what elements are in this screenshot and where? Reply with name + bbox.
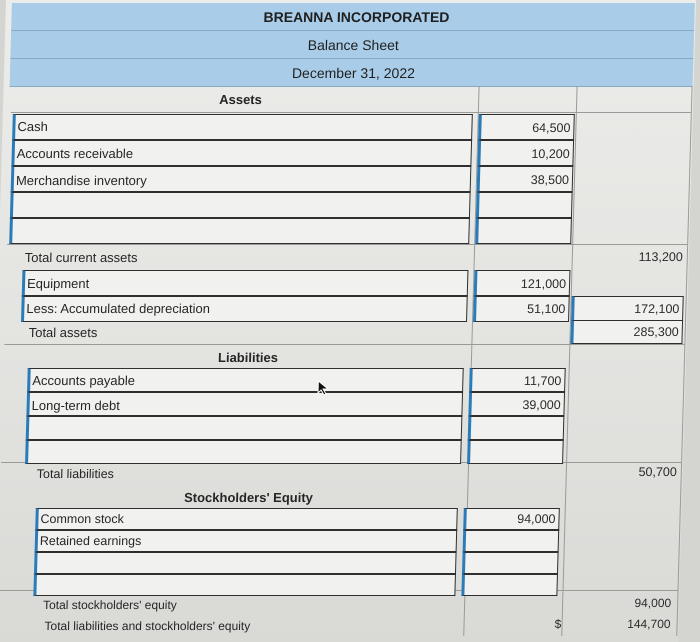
debt-amount-input[interactable]: 39,000	[468, 392, 565, 416]
statement-date: December 31, 2022	[291, 65, 416, 81]
receivable-amount-input[interactable]: 10,200	[477, 140, 574, 166]
equipment-label-input[interactable]: Equipment	[22, 270, 469, 296]
equity-label-input[interactable]: Retained earnings	[35, 530, 458, 552]
header-date-band	[10, 59, 694, 87]
statement-title: Balance Sheet	[307, 37, 400, 53]
liability-amount-input[interactable]	[467, 440, 564, 464]
equity-amount-input[interactable]	[461, 574, 558, 596]
total-equity-label: Total stockholders' equity	[42, 598, 177, 612]
total-equity-value: 94,000	[634, 596, 672, 610]
equity-label-input[interactable]: Common stock	[35, 508, 458, 530]
asset-label-input[interactable]: Accounts receivable	[11, 140, 472, 166]
liability-amount-input[interactable]	[468, 416, 565, 440]
asset-amount-input[interactable]	[476, 192, 573, 218]
retained-earnings-amount-input[interactable]	[463, 530, 560, 552]
liability-label-input[interactable]	[25, 440, 462, 464]
asset-amount-input[interactable]	[475, 218, 572, 244]
payable-amount-input[interactable]: 11,700	[469, 368, 566, 392]
total-liabilities-value: 50,700	[638, 465, 678, 479]
total-current-assets-label: Total current assets	[24, 250, 138, 265]
asset-label-input[interactable]: Merchandise inventory	[11, 166, 472, 192]
liabilities-heading: Liabilities	[217, 350, 279, 365]
grand-total-value: 144,700	[626, 617, 671, 631]
accum-dep-label-input[interactable]: Less: Accumulated depreciation	[21, 296, 468, 322]
common-stock-amount-input[interactable]: 94,000	[463, 508, 560, 530]
total-assets-input[interactable]: 285,300	[570, 320, 683, 344]
total-liabilities-label: Total liabilities	[36, 467, 115, 481]
total-assets-label: Total assets	[28, 325, 98, 340]
total-current-assets-value: 113,200	[638, 250, 684, 264]
equipment-amount-input[interactable]: 121,000	[474, 270, 571, 296]
assets-heading: Assets	[219, 92, 263, 107]
accum-dep-amount-input[interactable]: 51,100	[473, 296, 570, 322]
equity-label-input[interactable]	[34, 552, 457, 574]
net-equipment-input[interactable]: 172,100	[571, 296, 684, 322]
header-statement-band	[10, 31, 694, 59]
grand-total-label: Total liabilities and stockholders' equity	[44, 619, 251, 633]
asset-label-input[interactable]	[9, 218, 470, 244]
inventory-amount-input[interactable]: 38,500	[477, 166, 574, 192]
asset-label-input[interactable]: Cash	[12, 114, 473, 140]
asset-label-input[interactable]	[10, 192, 471, 218]
grid-divider	[676, 86, 692, 636]
currency-symbol: $	[554, 617, 562, 631]
mouse-cursor-icon	[317, 380, 331, 396]
company-name: BREANNA INCORPORATED	[263, 9, 450, 25]
grid-divider	[7, 244, 687, 245]
liability-label-input[interactable]: Accounts payable	[27, 368, 464, 392]
equity-label-input[interactable]	[33, 574, 456, 596]
liability-label-input[interactable]: Long-term debt	[26, 392, 463, 416]
grid-divider	[4, 344, 684, 345]
liability-label-input[interactable]	[26, 416, 463, 440]
equity-amount-input[interactable]	[462, 552, 559, 574]
grid-divider	[11, 112, 691, 113]
equity-heading: Stockholders' Equity	[183, 490, 314, 505]
cash-amount-input[interactable]: 64,500	[478, 114, 575, 140]
header-company-band	[11, 3, 695, 31]
